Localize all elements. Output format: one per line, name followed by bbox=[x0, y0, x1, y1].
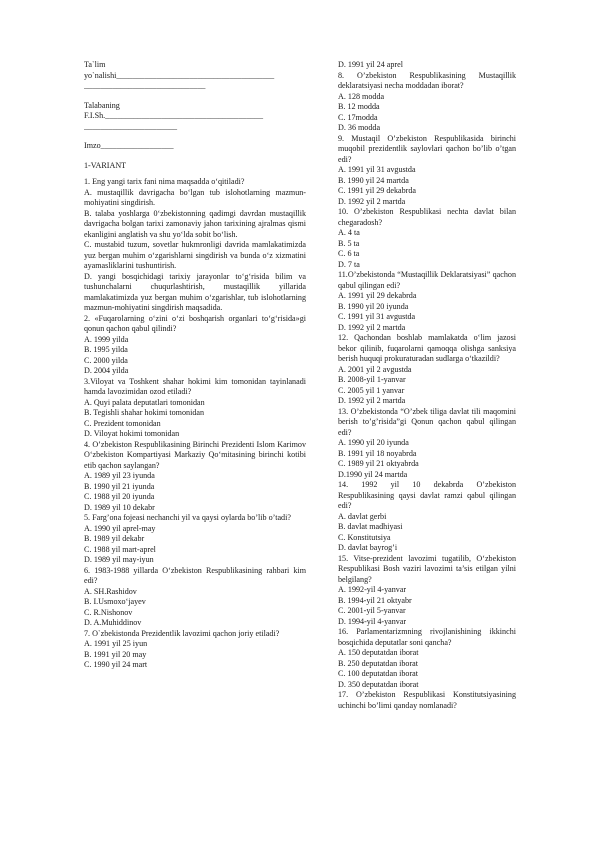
answer-option[interactable]: B. 5 ta bbox=[338, 238, 360, 248]
answer-option[interactable]: C. 1990 yil 24 mart bbox=[84, 660, 148, 669]
question-text: 8. O’zbekiston Respublikasining Mustaqillik deklaratsiyasi necha moddadan iborat? bbox=[338, 70, 516, 90]
answer-option[interactable]: D. yangi bosqichidagi tarixiy jarayonlar to‘g‘risida bilim va tushunchalarni chuqurlashtirish, mustaqillik yillarida mamlakatimizda yuz bergan muhim o‘zgarishlar, tub islohotlarning mazmun-mohiyatini singdirish maqsadida. bbox=[84, 271, 306, 312]
right-column bbox=[338, 60, 516, 711]
talim-line: Ta`lim bbox=[84, 60, 106, 69]
answer-option[interactable]: B. 1990 yil 24 martda bbox=[338, 175, 409, 185]
question-text: 3.Viloyat va Toshkent shahar hokimi kim tomonidan tayinlanadi hamda lavozimidan ozod etiladi? bbox=[84, 376, 306, 396]
answer-option[interactable]: A. 2001 yil 2 avgustda bbox=[338, 364, 412, 374]
answer-option[interactable]: C. 1988 yil 20 iyunda bbox=[84, 492, 155, 501]
question-text: 2. «Fuqarolarning o‘zini o‘zi boshqarish organlari to‘g‘risida»gi qonun qachon qabul qilindi? bbox=[84, 313, 306, 333]
answer-option[interactable]: B. 1994-yil 21 oktyabr bbox=[338, 595, 412, 605]
answer-option[interactable]: D. 1992 yil 2 martda bbox=[338, 196, 406, 206]
answer-option[interactable]: B. 1991 yil 20 may bbox=[84, 649, 147, 659]
answer-option[interactable]: C. 1991 yil 29 dekabrda bbox=[338, 186, 417, 195]
answer-option[interactable]: A. 1990 yil 20 iyunda bbox=[338, 438, 409, 447]
question-text: 9. Mustaqil O’zbekiston Respublikasida birinchi muqobil prezidentlik saylovlari qachon bo’lib o’tgan edi? bbox=[338, 133, 516, 164]
answer-option[interactable]: D. 7 ta bbox=[338, 259, 360, 269]
fish-line-cont[interactable]: _______________________ bbox=[84, 121, 178, 131]
answer-option[interactable]: A. davlat gerbi bbox=[338, 511, 387, 521]
answer-option[interactable]: A. SH.Rashidov bbox=[84, 586, 137, 596]
answer-option[interactable]: B. 1989 yil dekabr bbox=[84, 534, 145, 543]
yonalish-line[interactable]: yo`nalishi_______________________________________ bbox=[84, 70, 275, 80]
answer-option[interactable]: C. 6 ta bbox=[338, 249, 360, 258]
answer-option[interactable]: D. 36 modda bbox=[338, 123, 381, 132]
answer-option[interactable]: A. 1991 yil 31 avgustda bbox=[338, 165, 416, 174]
answer-option[interactable]: D.1990 yil 24 martda bbox=[338, 469, 408, 479]
answer-option[interactable]: C. Prezident tomonidan bbox=[84, 418, 161, 428]
yonalish-line-cont[interactable]: ______________________________ bbox=[84, 81, 206, 90]
question-text: 13. O’zbekistonda “O’zbek tiliga davlat tili maqomini berish to’g’risida”gi Qonun qachon qabul qilingan edi? bbox=[338, 406, 516, 437]
answer-option[interactable]: B. 1990 yil 21 iyunda bbox=[84, 481, 155, 491]
answer-option[interactable]: A. 1989 yil 23 iyunda bbox=[84, 471, 155, 480]
answer-option[interactable]: C. mustabid tuzum, sovetlar hukmronligi davrida mamlakatimizda yuz bergan muhim o‘zgarishlarni singdirish va bunda o‘z xizmatini ayamasliklarini tushuntirish. bbox=[84, 240, 306, 270]
question-text: 14. 1992 yil 10 dekabrda O’zbekiston Respublikasining qaysi davlat ramzi qabul qilingan edi? bbox=[338, 480, 516, 510]
question-text: 4. O’zbekiston Respublikasining Birinchi Prezidenti Islom Karimov O‘zbekiston Kompartiyasi Markaziy Qo‘mitasining birinchi kotibi etib qachon saylangan? bbox=[84, 439, 306, 470]
answer-option[interactable]: D. davlat bayrog’i bbox=[338, 543, 398, 552]
answer-option[interactable]: A. 1999 yilda bbox=[84, 334, 129, 344]
answer-option[interactable]: B. 250 deputatdan iborat bbox=[338, 658, 419, 668]
answer-option[interactable]: C. 1991 yil 31 avgustda bbox=[338, 312, 416, 321]
answer-option[interactable]: A. mustaqillik davrigacha bo‘lgan tub islohotlarning mazmun-mohiyatini singdirish. bbox=[84, 187, 306, 207]
talabaning-line: Talabaning bbox=[84, 100, 120, 110]
answer-option[interactable]: B. I.Usmoxo‘jayev bbox=[84, 597, 146, 606]
answer-option[interactable]: D. 350 deputatdan iborat bbox=[338, 679, 419, 689]
answer-option[interactable]: C. 1989 yil 21 oktyabrda bbox=[338, 459, 419, 468]
right-questions bbox=[338, 60, 516, 711]
answer-option[interactable]: C. 2000 yilda bbox=[84, 355, 128, 365]
fish-line[interactable]: F.I.Sh._______________________________________ bbox=[84, 111, 263, 120]
answer-option[interactable]: D. 2004 yilda bbox=[84, 366, 129, 375]
answer-option[interactable]: C. 2005 yil 1 yanvar bbox=[338, 385, 405, 395]
answer-option[interactable]: B. 1990 yil 20 iyunda bbox=[338, 301, 409, 311]
answer-option[interactable]: C. 17modda bbox=[338, 112, 378, 122]
answer-option[interactable]: A. 128 modda bbox=[338, 91, 385, 101]
answer-option[interactable]: B. 2008-yil 1-yanvar bbox=[338, 375, 406, 384]
answer-option[interactable]: C. 2001-yil 5-yanvar bbox=[338, 606, 406, 615]
question-text: 5. Farg’ona fojeasi nechanchi yil va qaysi oylarda bo’lib o’tadi? bbox=[84, 513, 291, 522]
question-text: 1. Eng yangi tarix fani nima maqsadda o‘qitiladi? bbox=[84, 177, 245, 186]
variant-title: 1-VARIANT bbox=[84, 160, 127, 170]
answer-option[interactable]: B. 1991 yil 18 noyabrda bbox=[338, 448, 417, 458]
answer-option[interactable]: A. 1990 yil aprel-may bbox=[84, 523, 156, 533]
answer-option[interactable]: B. davlat madhiyasi bbox=[338, 522, 403, 531]
question-text: 15. Vitse-prezident lavozimi tugatilib, O‘zbekiston Respublikasi Bosh vaziri lavozimi ta’sis etilgan yilni belgilang? bbox=[338, 553, 516, 584]
left-questions bbox=[84, 177, 306, 671]
answer-option[interactable]: A. Quyi palata deputatlari tomonidan bbox=[84, 397, 205, 407]
answer-option[interactable]: C. R.Nishonov bbox=[84, 607, 133, 617]
answer-option[interactable]: B. 1995 yilda bbox=[84, 345, 128, 354]
answer-option[interactable]: A. 1991 yil 29 dekabrda bbox=[338, 291, 417, 300]
question-text: 6. 1983-1988 yillarda O‘zbekiston Respublikasining rahbari kim edi? bbox=[84, 565, 306, 585]
question-text: 12. Qachondan boshlab mamlakatda o‘lim jazosi bekor qilinib, fuqarolarni qamoqqa olishga sanksiya berish huquqi prokuraturadan sudlarga o‘tkazildi? bbox=[338, 333, 516, 363]
answer-option[interactable]: B. talaba yoshlarga 0‘zbekistonning qadimgi davrdan mustaqillik davrigacha bolgan tarixi zamonaviy jahon tarixining ajralmas qismi ekanligini anglatish va shu yo‘lda sobit bo‘lish. bbox=[84, 208, 306, 239]
answer-option[interactable]: D. A.Muhiddinov bbox=[84, 618, 142, 627]
answer-option[interactable]: C. 100 deputatdan iborat bbox=[338, 669, 419, 678]
imzo-line[interactable]: Imzo__________________ bbox=[84, 141, 174, 150]
answer-option[interactable]: D. 1992 yil 2 martda bbox=[338, 322, 406, 332]
left-column bbox=[84, 60, 306, 671]
answer-option[interactable]: C. 1988 yil mart-aprel bbox=[84, 544, 156, 554]
answer-option[interactable]: A. 1992-yil 4-yanvar bbox=[338, 585, 407, 594]
question-text: 17. O’zbekiston Respublikasi Konstitutsiyasining uchinchi bo’limi qanday nomlanadi? bbox=[338, 690, 516, 710]
answer-option[interactable]: D. 1989 yil 10 dekabr bbox=[84, 502, 155, 512]
question-text: 10. O’zbekiston Respublikasi nechta davlat bilan chegaradosh? bbox=[338, 207, 516, 227]
answer-option[interactable]: A. 150 deputatdan iborat bbox=[338, 648, 419, 657]
answer-option[interactable]: D. 1992 yil 2 martda bbox=[338, 396, 406, 405]
question-text: 7. O`zbekistonda Prezidentlik lavozimi qachon joriy etiladi? bbox=[84, 628, 280, 638]
question-text: 16. Parlamentarizmning rivojlanishining ikkinchi bosqichida deputatlar soni qancha? bbox=[338, 627, 516, 647]
answer-option[interactable]: D. 1991 yil 24 aprel bbox=[338, 60, 403, 69]
answer-option[interactable]: B. 12 modda bbox=[338, 102, 380, 111]
answer-option[interactable]: B. Tegishli shahar hokimi tomonidan bbox=[84, 408, 205, 417]
question-text: 11.O’zbekistonda “Mustaqillik Deklaratsiyasi” qachon qabul qilingan edi? bbox=[338, 270, 516, 290]
answer-option[interactable]: D. 1989 yil may-iyun bbox=[84, 555, 154, 564]
answer-option[interactable]: A. 1991 yil 25 iyun bbox=[84, 639, 148, 648]
answer-option[interactable]: D. Viloyat hokimi tomonidan bbox=[84, 429, 180, 438]
answer-option[interactable]: A. 4 ta bbox=[338, 228, 360, 237]
answer-option[interactable]: D. 1994-yil 4-yanvar bbox=[338, 616, 407, 626]
answer-option[interactable]: C. Konstitutsiya bbox=[338, 532, 391, 542]
